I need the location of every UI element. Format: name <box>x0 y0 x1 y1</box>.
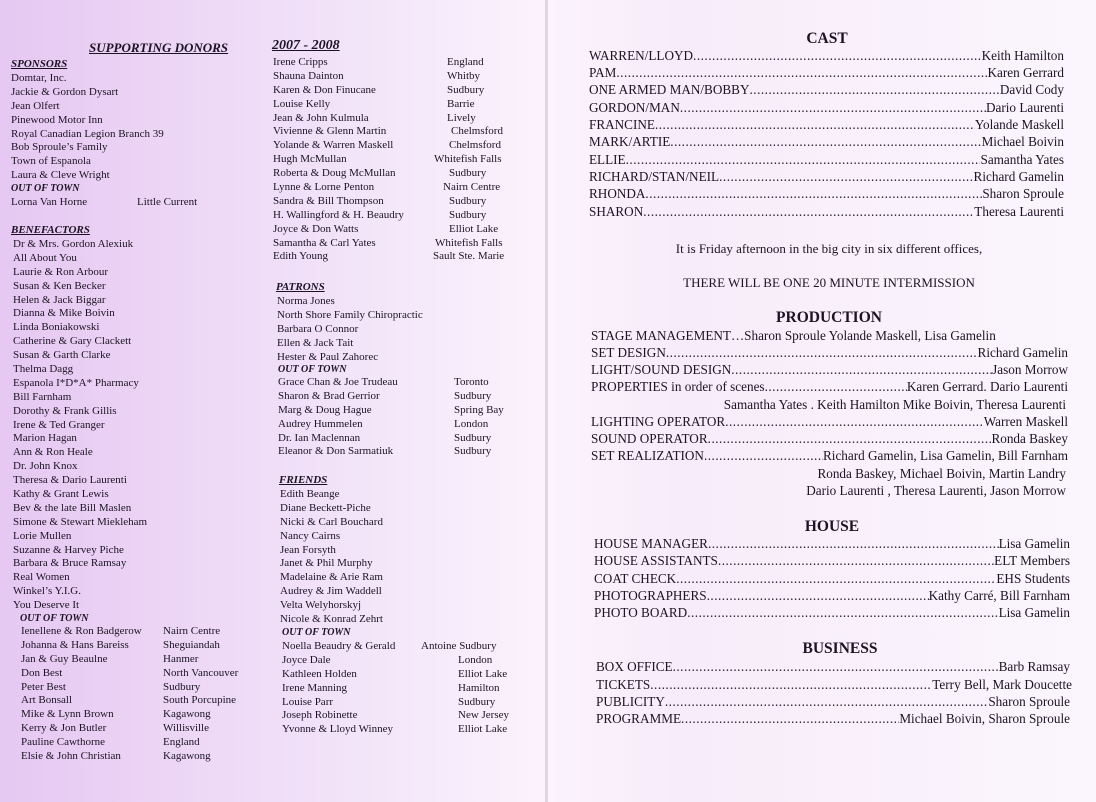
benefactors-list <box>13 238 147 613</box>
donor-name: Edith Young <box>273 250 329 263</box>
donor-row <box>273 209 523 223</box>
patron-item: Hester & Paul Zahorec <box>277 350 379 363</box>
business-role: PUBLICITY <box>596 694 665 709</box>
donor-row <box>282 682 542 696</box>
donor-name: Audrey Hummelen <box>278 417 363 430</box>
production-row <box>591 414 1068 431</box>
leader-dots <box>680 100 986 116</box>
benefactor-item: Kathy & Grant Lewis <box>13 488 109 501</box>
sponsor-item: Jackie & Gordon Dysart <box>11 85 119 98</box>
cast-row <box>589 204 1064 221</box>
house-row <box>594 536 1070 553</box>
stage-management-line: STAGE MANAGEMENT…Sharon Sproule Yolande Maskell, Lisa Gamelin <box>591 328 996 343</box>
patrons-list <box>277 295 423 364</box>
leader-dots <box>655 117 975 133</box>
donor-name: Peter Best <box>21 680 66 693</box>
cast-actor: Yolande Maskell <box>974 117 1064 132</box>
house-role: COAT CHECK <box>594 571 677 586</box>
donor-name: H. Wallingford & H. Beaudry <box>273 208 404 221</box>
donor-row <box>21 653 266 667</box>
donor-name: Roberta & Doug McMullan <box>273 167 396 180</box>
business-row <box>596 659 1070 676</box>
donor-row <box>282 696 542 710</box>
leader-dots <box>681 711 899 727</box>
sponsors-list <box>11 72 164 183</box>
donor-row <box>273 70 523 84</box>
donor-row <box>21 722 266 736</box>
cast-role: WARREN/LLOYD <box>589 48 694 63</box>
leader-dots <box>693 48 982 64</box>
donor-row <box>273 237 523 251</box>
production-row <box>591 448 1068 465</box>
friend-item: Nicki & Carl Bouchard <box>280 515 383 528</box>
cast-row <box>589 169 1064 186</box>
donor-name: Mike & Lynn Brown <box>21 708 114 721</box>
donor-place: Hanmer <box>163 652 199 665</box>
donor-place: Chelmsford <box>449 139 501 152</box>
donor-name: Marg & Doug Hague <box>278 403 372 416</box>
donor-place: Sheguiandah <box>163 638 220 651</box>
house-name: ELT Members <box>994 553 1070 568</box>
donor-name: Noella Beaudry & Gerald <box>282 640 396 652</box>
donor-row <box>278 418 528 432</box>
cast-role: ELLIE <box>589 152 626 167</box>
cast-role: PAM <box>589 65 617 80</box>
business-role: TICKETS <box>596 677 651 692</box>
donor-row <box>21 694 266 708</box>
patron-item: Ellen & Jack Tait <box>277 336 354 349</box>
business-name: Barb Ramsay <box>998 659 1070 674</box>
cast-actor: Karen Gerrard <box>987 65 1064 80</box>
sponsor-item: Domtar, Inc. <box>11 72 67 84</box>
benefactor-item: Barbara & Bruce Ramsay <box>13 557 127 570</box>
donor-place: Sudbury <box>454 445 492 458</box>
donor-name: Yvonne & Lloyd Winney <box>282 723 393 736</box>
benefactor-item: Bev & the late Bill Maslen <box>13 501 132 514</box>
benefactor-item: Susan & Garth Clarke <box>13 349 111 362</box>
set-realization-continued-2: Dario Laurenti , Theresa Laurenti, Jason Morrow <box>806 483 1066 498</box>
patron-item: Norma Jones <box>277 295 335 307</box>
donor-row <box>21 681 266 695</box>
house-role: HOUSE ASSISTANTS <box>594 553 718 568</box>
production-name: Ronda Baskey <box>991 431 1068 446</box>
donor-name: Louise Kelly <box>273 97 331 110</box>
production-role: SOUND OPERATOR <box>591 431 708 446</box>
donor-place: Antoine Sudbury <box>421 640 497 652</box>
donor-row <box>21 667 266 681</box>
house-name: Kathy Carré, Bill Farnham <box>928 588 1070 603</box>
donor-name: Joyce & Don Watts <box>273 222 359 235</box>
cast-role: GORDON/MAN <box>589 100 680 115</box>
donor-place: South Porcupine <box>163 694 237 707</box>
leader-dots <box>665 694 988 710</box>
donor-place: Barrie <box>447 97 475 110</box>
production-name: Warren Maskell <box>983 414 1068 429</box>
benefactor-item: You Deserve It <box>13 599 80 612</box>
cast-title: CAST <box>806 30 848 47</box>
donor-place: Toronto <box>454 376 489 388</box>
donor-row <box>282 709 542 723</box>
benefactor-item: Linda Boniakowski <box>13 321 100 334</box>
leader-dots <box>708 536 999 552</box>
benefactor-item: Real Women <box>13 571 70 584</box>
production-row <box>591 431 1068 448</box>
donor-name: Kerry & Jon Butler <box>21 722 107 735</box>
business-name: Sharon Sproule <box>988 694 1070 709</box>
cast-actor: Michael Boivin <box>981 134 1064 149</box>
benefactor-item: Dr & Mrs. Gordon Alexiuk <box>13 238 134 250</box>
donor-row <box>273 223 523 237</box>
business-role: PROGRAMME <box>596 711 682 726</box>
donor-name: Joseph Robinette <box>282 709 358 722</box>
donor-name: Sandra & Bill Thompson <box>273 194 384 207</box>
cast-actor: Theresa Laurenti <box>974 204 1064 219</box>
donor-name: Irene Manning <box>282 681 348 694</box>
leader-dots <box>666 345 978 361</box>
patron-item: North Shore Family Chiropractic <box>277 308 423 321</box>
donor-row <box>273 98 523 112</box>
donor-place: Sudbury <box>458 695 496 708</box>
setting-note: It is Friday afternoon in the big city in six different offices, <box>675 241 983 256</box>
leader-dots <box>707 588 929 604</box>
donor-place: Willisville <box>163 722 209 735</box>
leader-dots <box>670 134 981 150</box>
benefactor-item: Laurie & Ron Arbour <box>13 265 109 278</box>
friend-item: Janet & Phil Murphy <box>280 557 373 570</box>
donors-col2-list <box>273 56 523 264</box>
donor-name: Sharon & Brad Gerrior <box>278 389 380 402</box>
leader-dots <box>645 186 982 202</box>
donor-place: Sudbury <box>454 431 492 444</box>
house-row <box>594 571 1070 588</box>
business-role: BOX OFFICE <box>596 659 673 674</box>
leader-dots <box>725 414 984 430</box>
sponsor-item: Jean Olfert <box>11 99 60 112</box>
donor-name: Lynne & Lorne Penton <box>273 181 375 194</box>
benefactor-item: Catherine & Gary Clackett <box>13 335 132 348</box>
page-fold <box>545 0 548 802</box>
friends-heading: FRIENDS <box>279 474 328 486</box>
donor-place: London <box>458 653 493 666</box>
production-role: LIGHT/SOUND DESIGN <box>591 362 732 377</box>
patrons-out-of-town-heading: OUT OF TOWN <box>278 364 347 375</box>
sponsor-oot-name: Lorna Van Horne <box>11 196 88 208</box>
benefactor-item: Helen & Jack Biggar <box>13 293 106 306</box>
leader-dots <box>673 659 999 675</box>
sponsors-out-of-town-heading: OUT OF TOWN <box>11 183 80 194</box>
donor-row <box>273 125 523 139</box>
production-row <box>591 379 1068 396</box>
house-row <box>594 553 1070 570</box>
donor-name: Pauline Cawthorne <box>21 736 106 749</box>
benefactor-item: Simone & Stewart Miekleham <box>13 515 148 528</box>
house-name: Lisa Gamelin <box>998 605 1070 620</box>
donor-row <box>273 167 523 181</box>
friends-out-of-town-heading: OUT OF TOWN <box>282 627 351 638</box>
production-name: Jason Morrow <box>992 362 1068 377</box>
benefactor-item: Ann & Ron Heale <box>13 446 93 459</box>
sponsor-item: Pinewood Motor Inn <box>11 113 103 126</box>
donor-place: Nairn Centre <box>443 181 501 194</box>
donor-name: Art Bonsall <box>21 694 73 707</box>
benefactors-oot-list <box>21 625 266 764</box>
benefactor-item: Theresa & Dario Laurenti <box>13 474 127 487</box>
donor-place: New Jersey <box>458 709 510 722</box>
donor-name: Grace Chan & Joe Trudeau <box>278 376 398 388</box>
patrons-heading: PATRONS <box>276 281 325 293</box>
friend-item: Jean Forsyth <box>280 543 336 556</box>
cast-row <box>589 65 1064 82</box>
donor-place: Chelmsford <box>451 125 503 138</box>
donor-place: North Vancouver <box>163 666 239 679</box>
leader-dots <box>719 169 973 185</box>
donor-place: Elliot Lake <box>458 667 508 680</box>
donor-row <box>282 654 542 668</box>
donor-row <box>21 736 266 750</box>
friend-item: Diane Beckett-Piche <box>280 501 371 514</box>
set-realization-continued-1: Ronda Baskey, Michael Boivin, Martin Landry <box>817 466 1066 481</box>
leader-dots <box>650 677 932 693</box>
house-role: PHOTO BOARD <box>594 605 688 620</box>
donor-row <box>278 376 528 390</box>
production-role: SET DESIGN <box>591 345 666 360</box>
production-row <box>591 345 1068 362</box>
donor-row <box>273 153 523 167</box>
donor-place: Sudbury <box>449 208 487 221</box>
donor-name: Dr. Ian Maclennan <box>278 431 361 444</box>
donor-name: Don Best <box>21 666 63 679</box>
friends-oot-list <box>282 640 542 737</box>
donor-place: Lively <box>447 111 476 124</box>
benefactors-heading: BENEFACTORS <box>11 224 90 236</box>
friend-item: Edith Beange <box>280 488 340 500</box>
donor-row <box>273 56 523 70</box>
donors-season: 2007 - 2008 <box>272 38 340 53</box>
donor-place: Nairn Centre <box>163 625 221 637</box>
donor-place: Sudbury <box>449 194 487 207</box>
donor-place: London <box>454 417 489 430</box>
leader-dots <box>731 362 992 378</box>
donor-name: Kathleen Holden <box>282 667 357 680</box>
donor-name: Hugh McMullan <box>273 153 347 166</box>
friend-item: Nancy Cairns <box>280 529 341 542</box>
production-role: PROPERTIES in order of scenes <box>591 379 765 394</box>
donor-row <box>282 668 542 682</box>
donor-place: Whitefish Falls <box>434 153 502 166</box>
donor-place: Sudbury <box>449 167 487 180</box>
donor-name: Samantha & Carl Yates <box>273 236 376 249</box>
donor-place: Sudbury <box>163 680 201 693</box>
cast-actor: David Cody <box>999 82 1064 97</box>
leader-dots <box>687 605 998 621</box>
benefactor-item: All About You <box>13 251 77 264</box>
donor-row <box>21 639 266 653</box>
leader-dots <box>718 553 994 569</box>
donor-row <box>278 390 528 404</box>
donor-row <box>273 250 523 264</box>
house-row <box>594 588 1070 605</box>
donor-name: Jan & Guy Beaulne <box>21 652 108 665</box>
donor-place: Spring Bay <box>454 403 504 416</box>
benefactor-item: Susan & Ken Becker <box>13 279 106 292</box>
house-name: Lisa Gamelin <box>998 536 1070 551</box>
leader-dots <box>749 82 999 98</box>
leader-dots <box>643 204 974 220</box>
cast-actor: Sharon Sproule <box>982 186 1064 201</box>
leader-dots <box>676 571 996 587</box>
house-row <box>594 605 1070 622</box>
donor-row <box>273 181 523 195</box>
cast-role: FRANCINE <box>589 117 655 132</box>
cast-actor: Keith Hamilton <box>981 48 1064 63</box>
cast-row <box>589 48 1064 65</box>
benefactor-item: Irene & Ted Granger <box>13 418 105 431</box>
house-role: PHOTOGRAPHERS <box>594 588 707 603</box>
donor-row <box>21 750 266 764</box>
donor-place: Kagawong <box>163 750 211 763</box>
cast-role: ONE ARMED MAN/BOBBY <box>589 82 750 97</box>
production-name: Karen Gerrard. Dario Laurenti <box>906 379 1068 394</box>
sponsor-item: Royal Canadian Legion Branch 39 <box>11 127 164 140</box>
donor-name: Karen & Don Finucane <box>273 83 376 96</box>
cast-row <box>589 186 1064 203</box>
donor-place: Sudbury <box>447 83 485 96</box>
benefactor-item: Bill Farnham <box>13 390 72 403</box>
production-row <box>591 362 1068 379</box>
donor-name: Irene Cripps <box>273 56 328 68</box>
intermission-note: THERE WILL BE ONE 20 MINUTE INTERMISSION <box>683 275 975 290</box>
donor-name: Shauna Dainton <box>273 69 344 82</box>
production-name: Richard Gamelin, Lisa Gamelin, Bill Farnham <box>822 448 1068 463</box>
benefactor-item: Dianna & Mike Boivin <box>13 307 115 320</box>
donor-row <box>278 404 528 418</box>
business-title: BUSINESS <box>802 640 878 657</box>
donor-name: Louise Parr <box>282 695 334 708</box>
donor-place: Whitefish Falls <box>435 236 503 249</box>
donor-place: Kagawong <box>163 708 211 721</box>
cast-actor: Dario Laurenti <box>986 100 1064 115</box>
cast-role: MARK/ARTIE <box>589 134 671 149</box>
donor-name: Yolande & Warren Maskell <box>273 139 394 152</box>
donor-place: Hamilton <box>458 681 500 694</box>
patron-item: Barbara O Connor <box>277 322 359 335</box>
donor-name: Jean & John Kulmula <box>273 111 369 124</box>
cast-role: RICHARD/STAN/NEIL <box>589 169 720 184</box>
cast-role: RHONDA <box>589 186 646 201</box>
benefactor-item: Thelma Dagg <box>13 363 74 376</box>
benefactor-item: Winkel’s Y.I.G. <box>13 585 81 598</box>
cast-row <box>589 82 1064 99</box>
donor-place: Elliot Lake <box>449 222 499 235</box>
business-name: Terry Bell, Mark Doucette <box>932 677 1072 692</box>
friends-list <box>280 488 383 627</box>
donor-name: Joyce Dale <box>282 653 331 666</box>
donor-place: Whitby <box>447 69 480 82</box>
production-role: SET REALIZATION <box>591 448 704 463</box>
friend-item: Velta Welyhorskyj <box>280 599 362 612</box>
leader-dots <box>616 65 987 81</box>
donor-name: Elsie & John Christian <box>21 750 121 763</box>
sponsors-heading: SPONSORS <box>11 58 68 70</box>
friend-item: Madelaine & Arie Ram <box>280 571 383 584</box>
donor-place: England <box>447 56 484 68</box>
cast-row <box>589 100 1064 117</box>
cast-row <box>589 134 1064 151</box>
business-row <box>596 711 1070 728</box>
sponsor-oot-place: Little Current <box>137 196 198 208</box>
donor-place: England <box>163 736 200 749</box>
cast-actor: Samantha Yates <box>980 152 1064 167</box>
leader-dots <box>626 152 981 168</box>
business-name: Michael Boivin, Sharon Sproule <box>899 711 1070 726</box>
house-role: HOUSE MANAGER <box>594 536 708 551</box>
donor-row <box>282 640 542 654</box>
benefactors-out-of-town-heading: OUT OF TOWN <box>20 613 89 624</box>
benefactor-item: Lorie Mullen <box>13 529 72 542</box>
production-title: PRODUCTION <box>776 309 882 326</box>
donor-row <box>273 195 523 209</box>
donor-row <box>278 432 528 446</box>
benefactor-item: Suzanne & Harvey Piche <box>13 543 124 556</box>
business-row <box>596 694 1070 711</box>
donor-place: Sault Ste. Marie <box>433 250 505 263</box>
donor-row <box>273 112 523 126</box>
benefactor-item: Marion Hagan <box>13 432 77 445</box>
house-name: EHS Students <box>996 571 1070 586</box>
leader-dots <box>708 431 992 447</box>
donor-name: Ienellene & Ron Badgerow <box>21 625 142 637</box>
donor-row <box>273 84 523 98</box>
donor-row <box>282 723 542 737</box>
leader-dots <box>704 448 823 464</box>
friend-item: Nicole & Konrad Zehrt <box>280 613 383 626</box>
donors-title: SUPPORTING DONORS <box>89 40 229 55</box>
production-role: LIGHTING OPERATOR <box>591 414 726 429</box>
cast-role: SHARON <box>589 204 644 219</box>
house-title: HOUSE <box>804 518 860 535</box>
donor-row <box>273 139 523 153</box>
sponsor-item: Laura & Cleve Wright <box>11 169 110 182</box>
donor-row <box>21 625 266 639</box>
sponsor-item: Town of Espanola <box>11 155 91 168</box>
production-name: Richard Gamelin <box>977 345 1068 360</box>
cast-row <box>589 117 1064 134</box>
patrons-oot-list <box>278 376 528 459</box>
benefactor-item: Dorothy & Frank Gillis <box>13 404 117 417</box>
benefactor-item: Dr. John Knox <box>13 460 78 473</box>
cast-row <box>589 152 1064 169</box>
leader-dots <box>765 379 907 395</box>
sponsor-item: Bob Sproule’s Family <box>11 141 108 154</box>
donor-name: Eleanor & Don Sarmatiuk <box>278 445 394 458</box>
donor-name: Johanna & Hans Bareiss <box>21 638 129 651</box>
benefactor-item: Espanola I*D*A* Pharmacy <box>13 376 139 389</box>
donor-name: Vivienne & Glenn Martin <box>273 125 387 138</box>
donor-place: Elliot Lake <box>458 723 508 736</box>
business-row <box>596 677 1072 694</box>
friend-item: Audrey & Jim Waddell <box>280 585 382 598</box>
cast-actor: Richard Gamelin <box>973 169 1064 184</box>
donor-row <box>278 445 528 459</box>
properties-continued: Samantha Yates . Keith Hamilton Mike Boivin, Theresa Laurenti <box>723 397 1066 412</box>
donor-row <box>21 708 266 722</box>
donor-place: Sudbury <box>454 389 492 402</box>
